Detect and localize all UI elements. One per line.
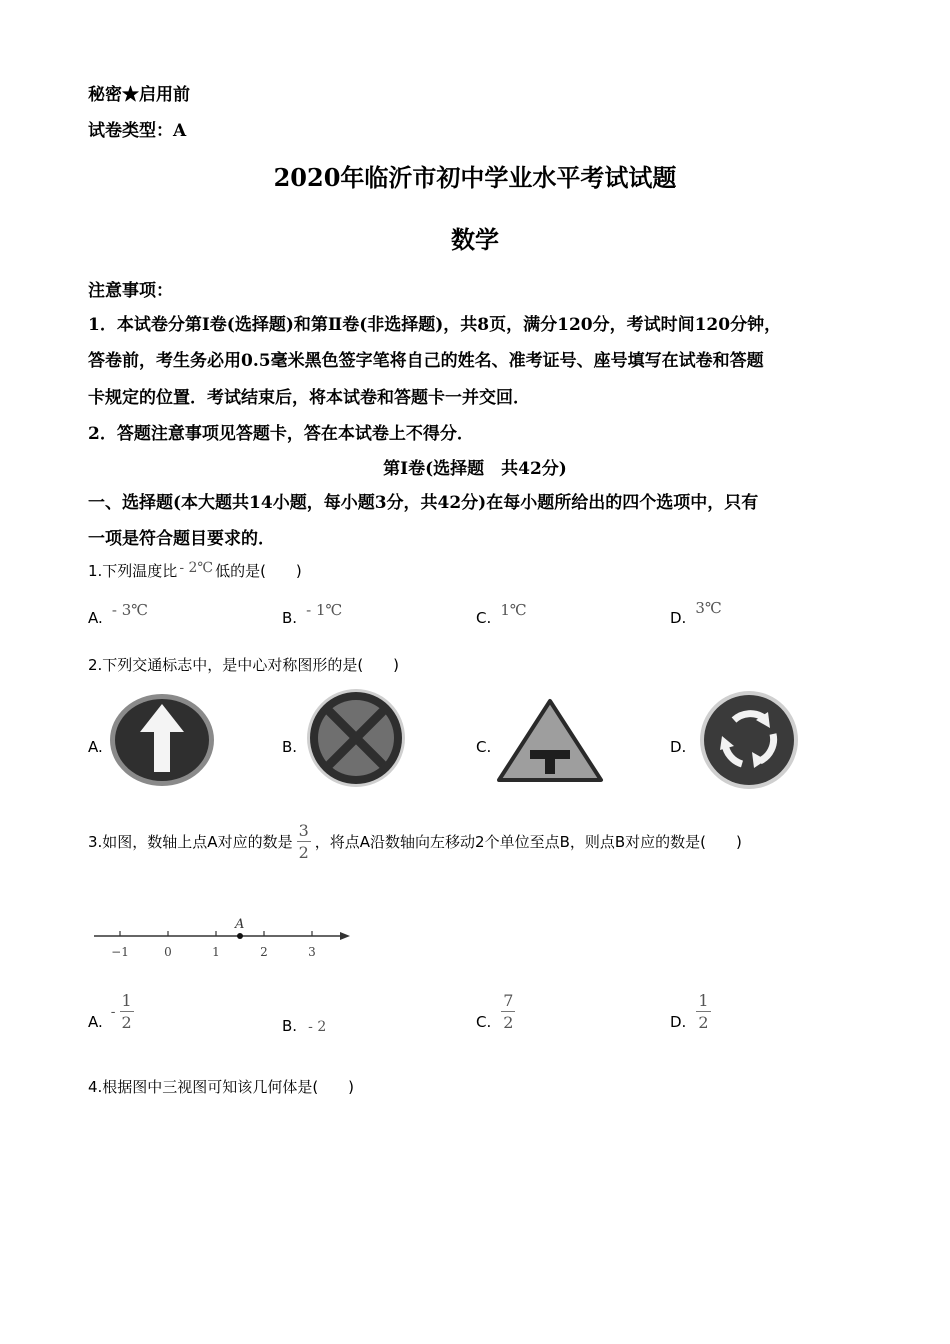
section-intro-2: 一项是符合题目要求的． <box>88 529 275 549</box>
option-letter: C. <box>476 1012 492 1031</box>
fraction-numerator: 1 <box>121 991 132 1010</box>
secret-label: 秘密★启用前 <box>88 85 190 105</box>
axis-tick-label: 2 <box>260 945 268 959</box>
question-1-text-a: 1.下列温度比 <box>88 562 178 580</box>
option-fraction <box>696 992 710 1031</box>
number-line-ticks <box>111 931 316 959</box>
axis-arrow-icon <box>340 932 350 940</box>
notes-heading: 注意事项： <box>88 281 173 301</box>
notes-line-4: 2．答题注意事项见答题卡，答在本试卷上不得分． <box>88 424 474 444</box>
option-letter: D. <box>670 609 687 627</box>
point-a-marker <box>237 933 243 939</box>
option-letter: B. <box>282 1017 298 1035</box>
fraction-numerator: 7 <box>503 991 514 1010</box>
question-3-text-b: ，将点A沿数轴向左移动2个单位至点B，则点B对应的数是( ) <box>314 833 742 852</box>
t-junction-warning-sign-icon[interactable] <box>496 698 604 784</box>
option-value: - 3℃ <box>111 601 149 619</box>
axis-tick-label: 3 <box>308 945 316 959</box>
axis-tick-label: 1 <box>212 945 220 959</box>
option-letter: A. <box>88 609 103 627</box>
question-1 <box>88 560 302 581</box>
fraction-denominator: 2 <box>698 1012 709 1032</box>
question-3-fraction <box>297 822 311 861</box>
question-1-text-b: 低的是( ) <box>215 562 302 580</box>
page-title: 2020年临沂市初中学业水平考试试题 <box>273 163 677 192</box>
option-fraction <box>120 992 134 1031</box>
option-letter: A. <box>88 1012 103 1031</box>
notes-line-2: 答卷前，考生务必用0.5毫米黑色签字笔将自己的姓名、准考证号、座号填写在试卷和答题 <box>88 351 764 371</box>
question-2-text: 2.下列交通标志中，是中心对称图形的是( ) <box>88 656 400 674</box>
section-title: 第Ⅰ卷(选择题 共42分) <box>383 459 567 479</box>
q1-option-b[interactable] <box>282 600 343 627</box>
fraction-denominator: 2 <box>503 1012 514 1032</box>
q3-option-c[interactable] <box>476 992 515 1031</box>
fraction-denominator: 2 <box>121 1012 132 1032</box>
fraction-denominator: 2 <box>298 842 309 862</box>
q3-option-d[interactable] <box>670 992 711 1031</box>
paper-type-label: 试卷类型：A <box>88 121 187 141</box>
option-value: 3℃ <box>695 599 722 617</box>
question-1-temp: - 2℃ <box>179 560 214 576</box>
question-4-text: 4.根据图中三视图可知该几何体是( ) <box>88 1078 355 1096</box>
number-line-figure <box>88 912 358 962</box>
q2-option-a-letter[interactable]: A. <box>88 738 103 756</box>
q1-option-c[interactable] <box>476 600 527 627</box>
section-intro-1: 一、选择题(本大题共14小题，每小题3分，共42分)在每小题所给出的四个选项中，只有 <box>88 493 759 513</box>
notes-line-3: 卡规定的位置．考试结束后，将本试卷和答题卡一并交回． <box>88 388 530 408</box>
straight-arrow-sign-icon[interactable] <box>108 692 218 790</box>
q1-option-a[interactable] <box>88 600 149 627</box>
option-value: - 2 <box>308 1019 327 1035</box>
option-letter: C. <box>476 609 492 627</box>
question-3 <box>88 822 742 861</box>
option-value: - 1℃ <box>306 601 343 619</box>
option-value: 1℃ <box>500 601 527 619</box>
q1-option-d[interactable] <box>670 598 722 627</box>
q3-option-a[interactable] <box>88 992 134 1031</box>
subject-title: 数学 <box>451 225 499 254</box>
q2-option-c-letter[interactable]: C. <box>476 738 492 756</box>
fraction-numerator: 3 <box>298 821 309 840</box>
fraction-numerator: 1 <box>698 991 709 1010</box>
q2-option-d-letter[interactable]: D. <box>670 738 687 756</box>
question-3-text-a: 3.如图，数轴上点A对应的数是 <box>88 833 293 852</box>
point-a-label: A <box>235 917 245 932</box>
no-stopping-cross-sign-icon[interactable] <box>304 688 408 788</box>
option-letter: B. <box>282 609 298 627</box>
notes-line-1: 1．本试卷分第Ⅰ卷(选择题)和第Ⅱ卷(非选择题)，共8页，满分120分，考试时间120分钟， <box>88 315 782 335</box>
q2-option-b-letter[interactable]: B. <box>282 738 298 756</box>
q3-option-b[interactable] <box>282 1016 326 1035</box>
option-sign: - <box>110 1003 116 1020</box>
option-letter: D. <box>670 1012 687 1031</box>
option-fraction <box>501 992 515 1031</box>
axis-tick-label: −1 <box>111 945 129 959</box>
roundabout-sign-icon[interactable] <box>698 690 800 790</box>
axis-tick-label: 0 <box>164 945 172 959</box>
